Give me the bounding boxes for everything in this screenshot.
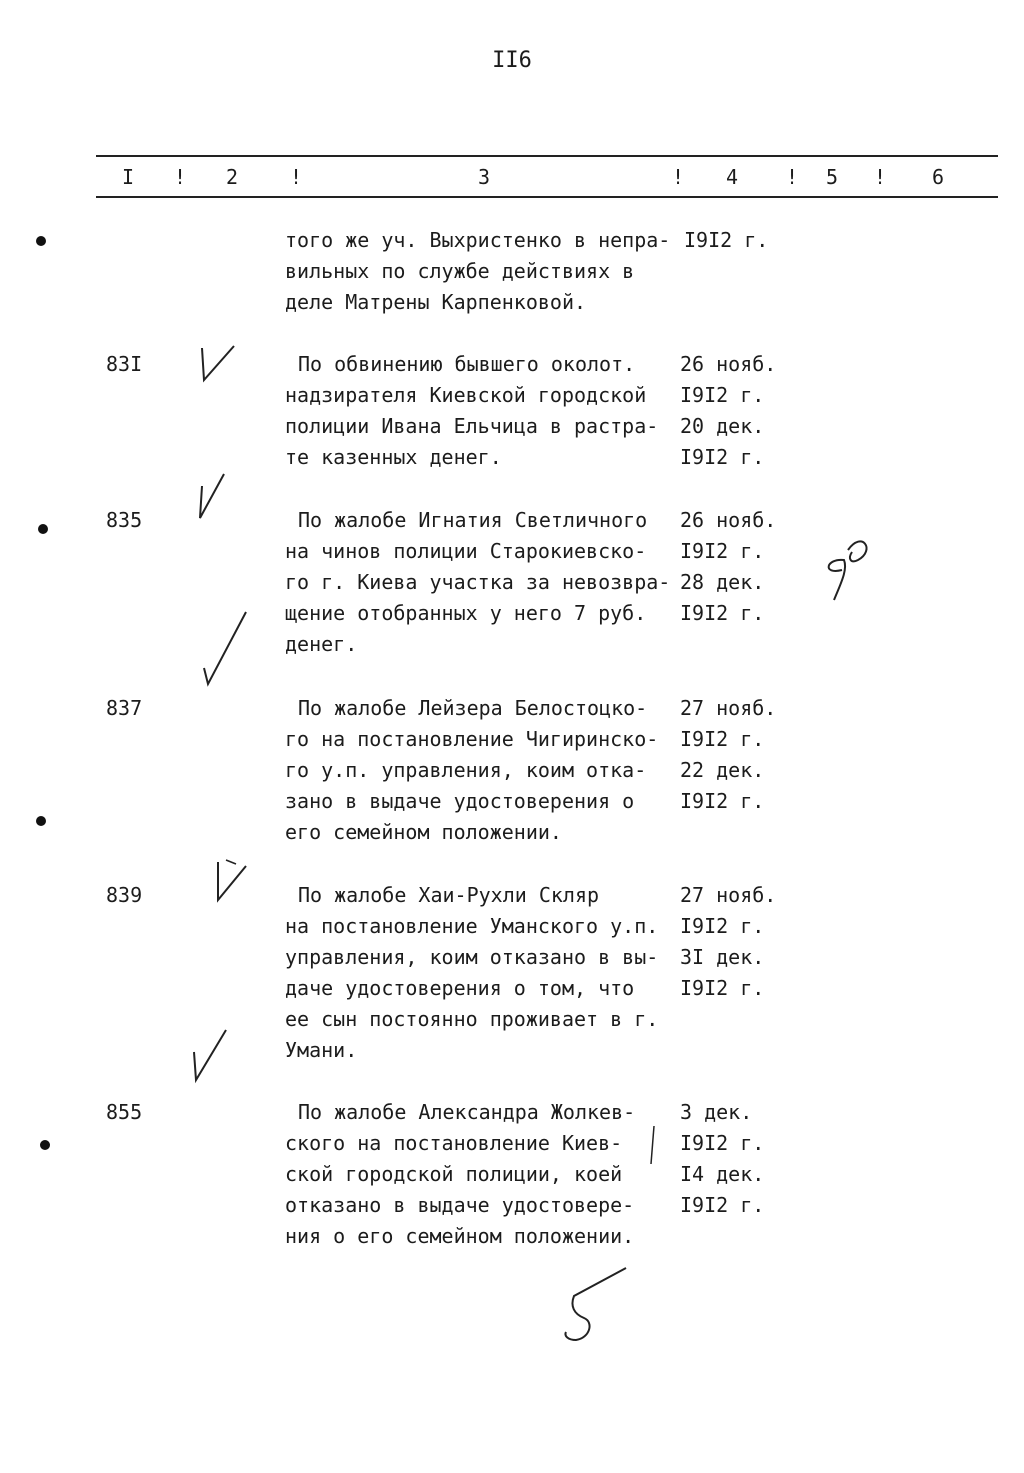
binding-hole bbox=[36, 816, 46, 826]
row-text-line: го на постановление Чигиринско- bbox=[285, 727, 659, 751]
handwritten-mark-icon bbox=[812, 530, 882, 610]
row-date-line: 28 дек. bbox=[680, 570, 765, 594]
row-date-line: I9I2 г. bbox=[680, 445, 765, 469]
row-text-line: ской городской полиции, коей bbox=[285, 1162, 623, 1186]
row-text-line: полиции Ивана Ельчица в растра- bbox=[285, 414, 659, 438]
row-number: 839 bbox=[106, 883, 143, 907]
row-text-line: его семейном положении. bbox=[285, 820, 562, 844]
row-date-line: 26 нояб. bbox=[680, 352, 777, 376]
row-date-line: I9I2 г. bbox=[680, 976, 765, 1000]
row-number: 83I bbox=[106, 352, 143, 376]
row-text-line: По жалобе Игнатия Светличного bbox=[298, 508, 648, 532]
row-date-line: 3I дек. bbox=[680, 945, 765, 969]
row-text-line: ее сын постоянно проживает в г. bbox=[285, 1007, 659, 1031]
row-date-line: I4 дек. bbox=[680, 1162, 765, 1186]
row-date-line: 22 дек. bbox=[680, 758, 765, 782]
checkmark-icon bbox=[196, 340, 240, 388]
header-col-6: 6 bbox=[932, 165, 945, 189]
binding-hole bbox=[36, 236, 46, 246]
row-date-line: 20 дек. bbox=[680, 414, 765, 438]
row-text-line: отказано в выдаче удостовере- bbox=[285, 1193, 635, 1217]
header-col-5: 5 bbox=[826, 165, 839, 189]
row-text-line: денег. bbox=[285, 632, 358, 656]
row-date-line: I9I2 г. bbox=[680, 914, 765, 938]
row-text-line: го г. Киева участка за невозвра- bbox=[285, 570, 671, 594]
row-date-line: I9I2 г. bbox=[680, 727, 765, 751]
row-text-line: По жалобе Александра Жолкев- bbox=[298, 1100, 636, 1124]
row-text-line: ского на постановление Киев- bbox=[285, 1131, 623, 1155]
header-col-4: 4 bbox=[726, 165, 739, 189]
binding-hole bbox=[38, 524, 48, 534]
row-date-line: I9I2 г. bbox=[680, 601, 765, 625]
table-top-rule bbox=[96, 155, 998, 157]
row-text-line: зано в выдаче удостоверения о bbox=[285, 789, 635, 813]
header-separator: ! bbox=[874, 165, 887, 189]
header-separator: ! bbox=[174, 165, 187, 189]
row-date-line: I9I2 г. bbox=[680, 789, 765, 813]
row-date-line: I9I2 г. bbox=[684, 228, 769, 252]
pen-stroke-icon bbox=[646, 1124, 660, 1168]
header-col-3: 3 bbox=[478, 165, 491, 189]
table-header-rule bbox=[96, 196, 998, 198]
row-number: 837 bbox=[106, 696, 143, 720]
row-text-line: управления, коим отказано в вы- bbox=[285, 945, 659, 969]
checkmark-icon bbox=[192, 470, 236, 522]
row-text-line: на постановление Уманского у.п. bbox=[285, 914, 659, 938]
row-text-line: деле Матрены Карпенковой. bbox=[285, 290, 587, 314]
row-text-line: даче удостоверения о том, что bbox=[285, 976, 635, 1000]
row-date-line: 26 нояб. bbox=[680, 508, 777, 532]
row-text-line: Умани. bbox=[285, 1038, 358, 1062]
row-text-line: на чинов полиции Старокиевско- bbox=[285, 539, 647, 563]
binding-hole bbox=[40, 1140, 50, 1150]
row-date-line: I9I2 г. bbox=[680, 383, 765, 407]
row-number: 855 bbox=[106, 1100, 143, 1124]
row-date-line: I9I2 г. bbox=[680, 1193, 765, 1217]
header-col-1: I bbox=[122, 165, 135, 189]
row-text-line: надзирателя Киевской городской bbox=[285, 383, 647, 407]
handwritten-mark-icon bbox=[556, 1262, 646, 1352]
row-date-line: I9I2 г. bbox=[680, 539, 765, 563]
row-text-line: го у.п. управления, коим отка- bbox=[285, 758, 647, 782]
row-text-line: По обвинению бывшего околот. bbox=[298, 352, 636, 376]
checkmark-icon bbox=[206, 856, 256, 912]
page-number: II6 bbox=[492, 48, 532, 73]
row-text-line: вильных по службе действиях в bbox=[285, 259, 635, 283]
header-separator: ! bbox=[290, 165, 303, 189]
row-text-line: щение отобранных у него 7 руб. bbox=[285, 601, 647, 625]
header-separator: ! bbox=[672, 165, 685, 189]
row-text-line: ния о его семейном положении. bbox=[285, 1224, 635, 1248]
row-date-line: 3 дек. bbox=[680, 1100, 753, 1124]
row-text-line: По жалобе Хаи-Рухли Скляр bbox=[298, 883, 600, 907]
row-date-line: I9I2 г. bbox=[680, 1131, 765, 1155]
row-text-line: По жалобе Лейзера Белостоцко- bbox=[298, 696, 648, 720]
row-text-line: те казенных денег. bbox=[285, 445, 502, 469]
row-text-line: того же уч. Выхристенко в непра- bbox=[285, 228, 671, 252]
header-separator: ! bbox=[786, 165, 799, 189]
row-number: 835 bbox=[106, 508, 143, 532]
checkmark-icon bbox=[196, 608, 256, 690]
row-date-line: 27 нояб. bbox=[680, 696, 777, 720]
header-col-2: 2 bbox=[226, 165, 239, 189]
row-date-line: 27 нояб. bbox=[680, 883, 777, 907]
checkmark-icon bbox=[186, 1026, 236, 1086]
